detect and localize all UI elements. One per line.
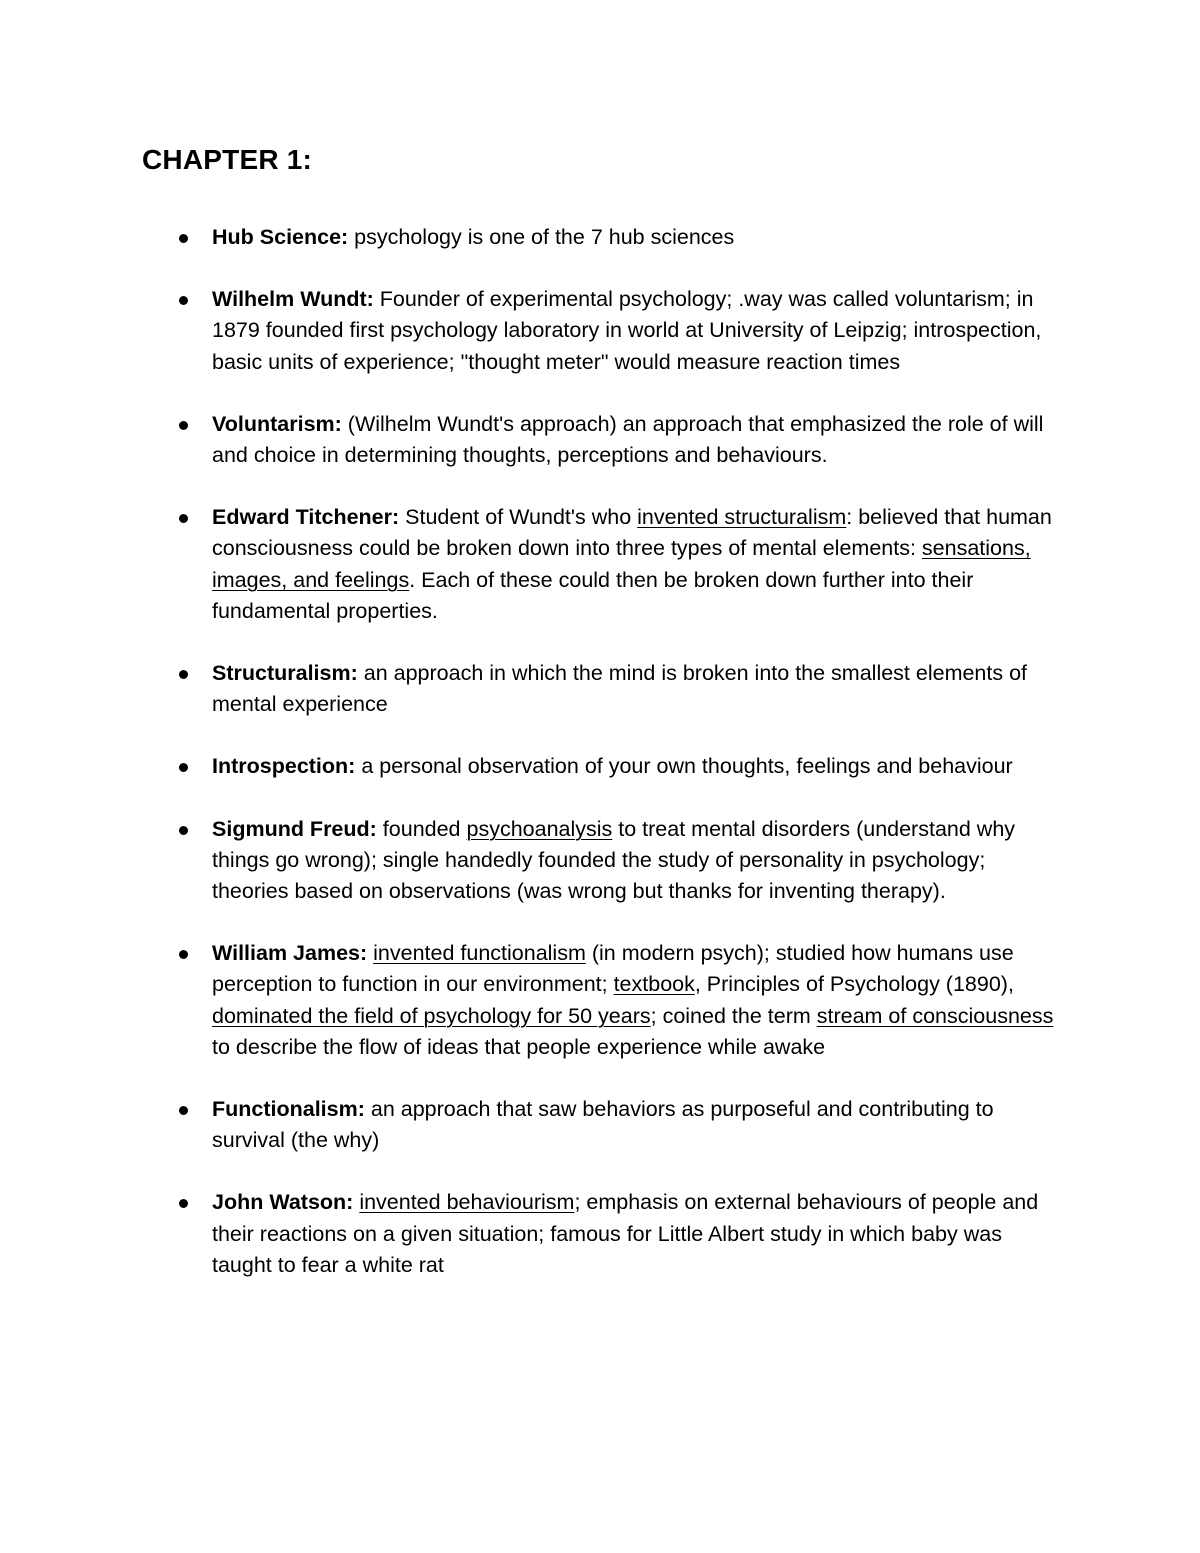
underlined-text: textbook: [613, 972, 695, 997]
list-item-wilhelm-wundt: [176, 284, 1066, 378]
bullet-icon: [179, 826, 188, 835]
bullet-icon: [179, 1199, 188, 1208]
bullet-icon: [179, 1106, 188, 1115]
definition-text: ; coined the term: [650, 1003, 817, 1028]
definition-text: an approach in which the mind is broken into the smallest elements of mental experience: [212, 661, 1028, 717]
list-item-hub-science: [176, 222, 1066, 253]
definition-text: (Wilhelm Wundt's approach) an approach that emphasized the role of will and choice in determining thoughts, perceptions and behaviours.: [212, 411, 1044, 468]
term-label: Sigmund Freud:: [212, 816, 377, 841]
definition-text: (in modern psych); studied how humans use perception to function in our environment;: [212, 941, 1014, 997]
list-item-introspection: [176, 751, 1066, 782]
underlined-text: invented behaviourism: [359, 1190, 575, 1215]
term-label: William James:: [212, 941, 368, 966]
underlined-text: invented structuralism: [637, 505, 847, 530]
definition-list: [176, 222, 1066, 1312]
definition-text: founded: [376, 816, 467, 841]
list-item-voluntarism: [176, 409, 1066, 471]
bullet-icon: [179, 670, 188, 679]
list-item-edward-titchener: [176, 502, 1066, 627]
underlined-text: stream of consciousness: [816, 1003, 1054, 1028]
term-label: Structuralism:: [212, 661, 358, 686]
definition-text: an approach that saw behaviors as purposeful and contributing to survival (the why): [212, 1097, 994, 1153]
bullet-icon: [179, 234, 188, 243]
definition-text: psychology is one of the 7 hub sciences: [348, 225, 735, 249]
bullet-icon: [179, 296, 188, 305]
definition-text: : believed that human consciousness could be broken down into three types of mental elements:: [212, 505, 1052, 561]
bullet-icon: [179, 514, 188, 523]
bullet-icon: [179, 950, 188, 959]
list-item-structuralism: [176, 658, 1066, 720]
definition-text: . Each of these could then be broken down further into their fundamental properties.: [212, 567, 974, 623]
definition-text: Founder of experimental psychology; .way was called voluntarism; in 1879 founded first psychology laboratory in world at University of Leipzig; introspection, basic units of experience; "thought meter" would measure reaction times: [212, 287, 1042, 374]
list-item-functionalism: [176, 1094, 1066, 1156]
bullet-icon: [179, 763, 188, 772]
term-label: Hub Science:: [212, 225, 349, 249]
list-item-john-watson: [176, 1187, 1066, 1281]
list-item-sigmund-freud: [176, 814, 1066, 908]
definition-text: Student of Wundt's who: [399, 505, 638, 530]
definition-text: ; emphasis on external behaviours of people and their reactions on a given situation; famous for Little Albert study in which baby was taught to fear a white rat: [212, 1190, 1039, 1277]
term-label: Functionalism:: [212, 1097, 365, 1122]
chapter-title: CHAPTER 1:: [142, 144, 313, 175]
underlined-text: sensations, images, and feelings: [212, 536, 1031, 592]
underlined-text: psychoanalysis: [466, 816, 613, 841]
term-label: Wilhelm Wundt:: [212, 287, 374, 312]
underlined-text: dominated the field of psychology for 50 years: [212, 1003, 651, 1028]
term-label: Edward Titchener:: [212, 505, 400, 530]
definition-text: to describe the flow of ideas that people experience while awake: [212, 1034, 826, 1059]
definition-text: , Principles of Psychology (1890),: [694, 972, 1014, 997]
bullet-icon: [179, 421, 188, 430]
underlined-text: invented functionalism: [373, 941, 586, 966]
term-label: John Watson:: [212, 1190, 354, 1215]
term-label: Voluntarism:: [212, 411, 342, 436]
definition-text: a personal observation of your own thoughts, feelings and behaviour: [355, 754, 1013, 779]
list-item-william-james: [176, 938, 1066, 1063]
term-label: Introspection:: [212, 754, 356, 779]
definition-text: to treat mental disorders (understand why things go wrong); single handedly founded the study of personality in psychology; theories based on observations (was wrong but thanks for inventing therapy).: [212, 816, 1016, 904]
